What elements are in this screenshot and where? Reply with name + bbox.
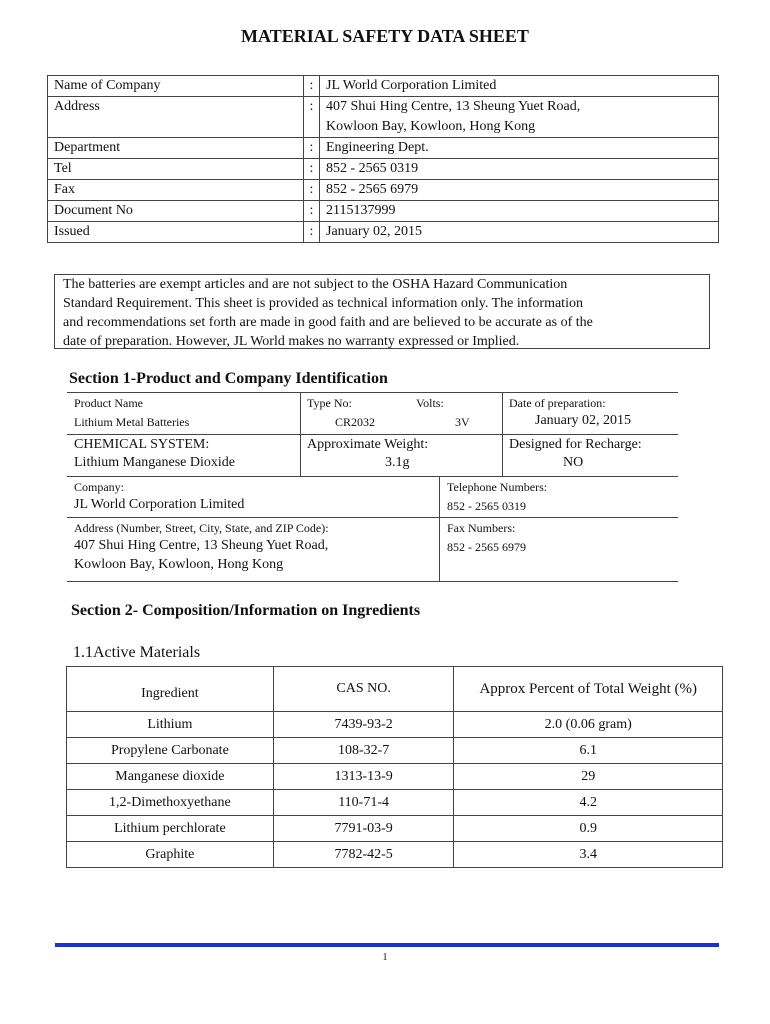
table-row [67, 712, 723, 738]
table-row [67, 842, 723, 868]
ingredient-cell: Lithium [67, 712, 274, 738]
info-value: 852 - 2565 6979 [326, 182, 419, 197]
percent-cell: 0.9 [454, 816, 723, 842]
cas-cell: 108-32-7 [273, 738, 454, 764]
recharge-value: NO [563, 455, 584, 470]
section2-title: Section 2- Composition/Information on Ingredients [71, 602, 421, 619]
date-value: January 02, 2015 [535, 413, 632, 428]
ingredient-cell: 1,2-Dimethoxyethane [67, 790, 274, 816]
info-label: Department [54, 140, 121, 155]
info-label: Document No [54, 203, 133, 218]
fax-label: Fax Numbers: [447, 521, 516, 535]
section1-title: Section 1-Product and Company Identification [69, 370, 388, 387]
company-info-table [47, 75, 719, 243]
volts-label: Volts: [416, 396, 444, 410]
table-row [67, 764, 723, 790]
date-label: Date of preparation: [509, 396, 606, 410]
telephone-label: Telephone Numbers: [447, 480, 548, 494]
chem-label: CHEMICAL SYSTEM: [74, 437, 210, 452]
info-row [48, 158, 718, 179]
info-value: Engineering Dept. [326, 140, 429, 155]
disclaimer-line: The batteries are exempt articles and are not subject to the OSHA Hazard Communication [63, 277, 568, 292]
table-row [67, 738, 723, 764]
disclaimer-line: date of preparation. However, JL World makes no warranty expressed or Implied. [63, 334, 520, 349]
ingredient-cell: Manganese dioxide [67, 764, 274, 790]
cas-cell: 110-71-4 [273, 790, 454, 816]
address-line2: Kowloon Bay, Kowloon, Hong Kong [74, 557, 284, 572]
percent-cell: 4.2 [454, 790, 723, 816]
type-label: Type No: [307, 396, 352, 410]
info-sep: : [303, 76, 320, 96]
company-label: Company: [74, 480, 124, 494]
weight-label: Approximate Weight: [307, 437, 429, 452]
address-line1: 407 Shui Hing Centre, 13 Sheung Yuet Road, [74, 538, 329, 553]
disclaimer-box [54, 274, 710, 349]
info-label: Name of Company [54, 78, 161, 93]
cas-cell: 7791-03-9 [273, 816, 454, 842]
info-label: Tel [54, 161, 72, 176]
ingredient-cell: Graphite [67, 842, 274, 868]
info-value: 2115137999 [326, 203, 396, 218]
info-sep: : [303, 159, 320, 179]
info-sep [303, 117, 320, 137]
percent-cell: 3.4 [454, 842, 723, 868]
info-sep: : [303, 97, 320, 117]
product-name-value: Lithium Metal Batteries [74, 415, 190, 429]
column-header: CAS NO. [273, 667, 454, 712]
product-name-label: Product Name [74, 396, 143, 410]
weight-value: 3.1g [385, 455, 410, 470]
recharge-label: Designed for Recharge: [509, 437, 642, 452]
info-value: 407 Shui Hing Centre, 13 Sheung Yuet Road, [326, 99, 581, 114]
table-row [67, 816, 723, 842]
info-row [48, 221, 718, 242]
type-value: CR2032 [335, 415, 376, 429]
info-value: January 02, 2015 [326, 224, 423, 239]
column-header: Approx Percent of Total Weight (%) [454, 667, 723, 712]
document-title: MATERIAL SAFETY DATA SHEET [241, 26, 529, 46]
info-value: JL World Corporation Limited [326, 78, 497, 93]
footer-rule [55, 943, 719, 947]
volts-value: 3V [455, 415, 470, 429]
info-sep: : [303, 222, 320, 242]
cas-cell: 7439-93-2 [273, 712, 454, 738]
percent-cell: 6.1 [454, 738, 723, 764]
ingredients-table [66, 666, 723, 868]
ingredient-cell: Propylene Carbonate [67, 738, 274, 764]
percent-cell: 29 [454, 764, 723, 790]
product-identification-grid [67, 392, 678, 582]
fax-value: 852 - 2565 6979 [447, 540, 526, 554]
info-label [48, 117, 303, 137]
disclaimer-line: Standard Requirement. This sheet is provided as technical information only. The information [63, 296, 583, 311]
chem-value: Lithium Manganese Dioxide [74, 455, 235, 470]
info-value: Kowloon Bay, Kowloon, Hong Kong [326, 119, 536, 134]
info-label: Issued [54, 224, 90, 239]
info-row [48, 117, 718, 137]
info-label: Address [54, 99, 100, 114]
info-sep: : [303, 180, 320, 200]
active-materials-subtitle: 1.1Active Materials [73, 644, 201, 661]
disclaimer-line: and recommendations set forth are made in good faith and are believed to be accurate as of the [63, 315, 593, 330]
info-value: 852 - 2565 0319 [326, 161, 419, 176]
table-row [67, 790, 723, 816]
info-row [48, 76, 718, 96]
address-label: Address (Number, Street, City, State, and ZIP Code): [74, 521, 329, 535]
cas-cell: 7782-42-5 [273, 842, 454, 868]
telephone-value: 852 - 2565 0319 [447, 499, 526, 513]
percent-cell: 2.0 (0.06 gram) [454, 712, 723, 738]
info-row [48, 137, 718, 158]
info-sep: : [303, 138, 320, 158]
info-row [48, 200, 718, 221]
table-header-row [67, 667, 723, 712]
info-row [48, 179, 718, 200]
column-header: Ingredient [67, 667, 274, 712]
ingredient-cell: Lithium perchlorate [67, 816, 274, 842]
info-row [48, 96, 718, 117]
page-number: 1 [382, 952, 388, 963]
info-label: Fax [54, 182, 75, 197]
info-sep: : [303, 201, 320, 221]
company-value: JL World Corporation Limited [74, 497, 245, 512]
cas-cell: 1313-13-9 [273, 764, 454, 790]
